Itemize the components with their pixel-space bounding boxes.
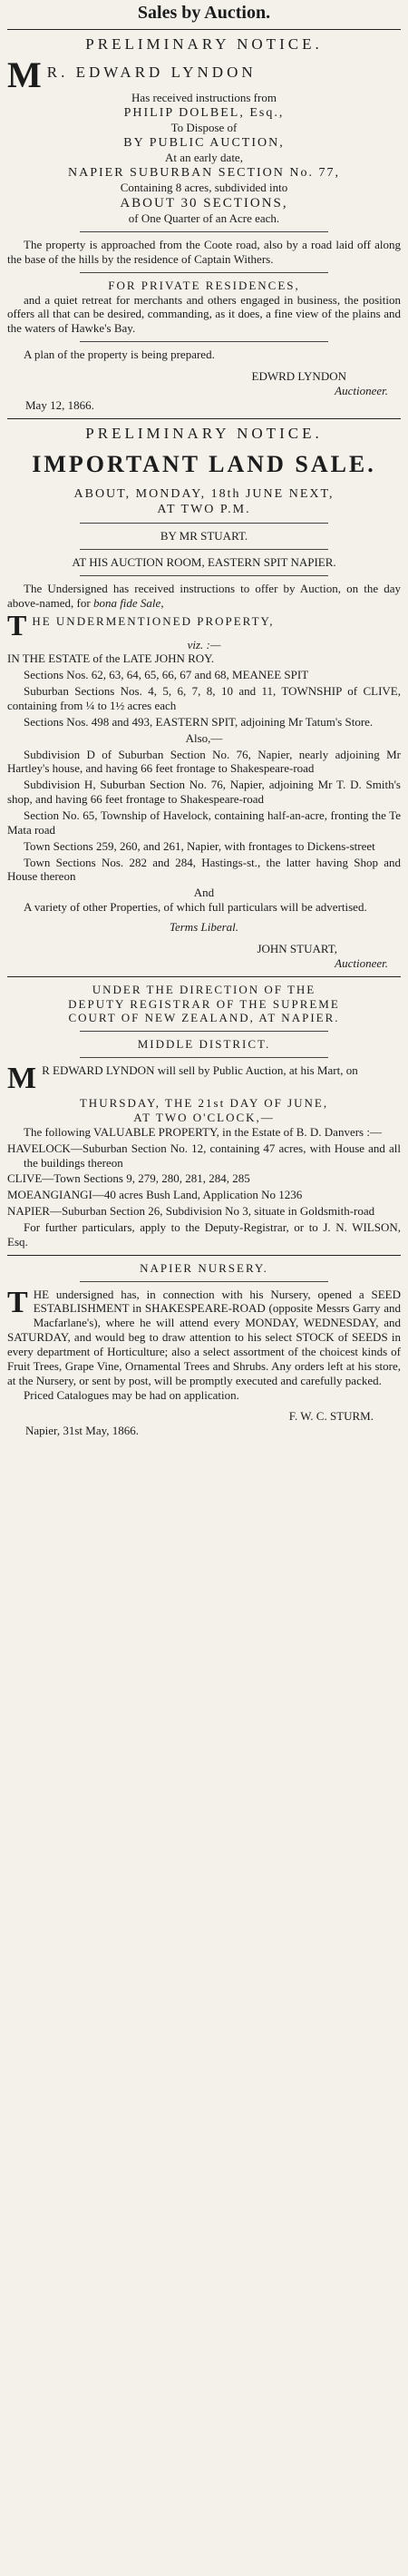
ad-heading: NAPIER NURSERY. <box>140 1260 268 1275</box>
paragraph: For further particulars, apply to the Deputy-Registrar, or to J. N. WILSON, Esq. <box>7 1219 401 1249</box>
list-item: Sections Nos. 498 and 493, EASTERN SPIT, adjoining Mr Tatum's Store. <box>24 714 374 729</box>
list-item: Town Sections Nos. 282 and 284, Hastings-st., the latter having Shop and House thereon <box>7 855 401 884</box>
drop-cap: M <box>7 1063 37 1093</box>
list-item: Section No. 65, Township of Havelock, containing half-an-acre, fronting the Te Mata road <box>7 808 401 837</box>
ad-deputy-registrar <box>7 983 401 1249</box>
ad-title: IMPORTANT LAND SALE. <box>32 451 376 478</box>
sections-count: ABOUT 30 SECTIONS, <box>120 195 288 211</box>
divider <box>80 1281 328 1282</box>
text-line: of One Quarter of an Acre each. <box>128 211 280 226</box>
signer-role: Auctioneer. <box>335 383 388 397</box>
list-item: HAVELOCK—Suburban Section No. 12, containing 47 acres, with House and all the buildings thereon <box>7 1141 401 1170</box>
divider <box>7 1255 401 1256</box>
ad-lyndon-dolbel <box>7 35 401 412</box>
also-label: Also,— <box>185 730 223 745</box>
list-item: Subdivision H, Suburban Section No. 76, Napier, adjoining Mr T. D. Smith's shop, and having 66 feet frontage to Shakespeare-road <box>7 778 401 807</box>
bona-fide: bona fide Sale, <box>92 595 164 610</box>
list-item: Suburban Sections Nos. 4, 5, 6, 7, 8, 10 and 11, TOWNSHIP of CLIVE, containing from ¼ to 1½ acres each <box>7 684 401 713</box>
paragraph: HE undersigned has, in connection with his Nursery, opened a SEED ESTABLISHMENT in SHAKESPEARE-ROAD (opposite Messrs Garry and Macfarlane's), where he will attend every MONDAY, WEDNESDAY, and SATURDAY, and would beg to draw attention to his select STOCK of SEEDS in every department of Horticulture; also a select assortment of the choicest kinds of Fruit Trees, Grape Vine, Ornamental Trees and Shrubs. Any orders left at his store, at the Nursery, or sent by post, will be promptly executed and carefully packed. <box>7 1287 401 1387</box>
drop-cap: M <box>7 58 42 92</box>
ad-napier-nursery <box>7 1261 401 1438</box>
estate-heading: IN THE ESTATE of the LATE JOHN ROY. <box>7 651 215 666</box>
text-line: Has received instructions from <box>131 91 277 105</box>
client-name: PHILIP DOLBEL, Esq., <box>123 105 285 120</box>
divider <box>80 1057 328 1058</box>
divider <box>7 418 401 419</box>
section-name: NAPIER SUBURBAN SECTION No. 77, <box>67 165 341 180</box>
paragraph: The property is approached from the Coote road, also by a road laid off along the base of the hills by the residence of Captain Withers. <box>7 237 401 266</box>
property-heading: HE UNDERMENTIONED PROPERTY, <box>32 613 275 628</box>
subheading: FOR PRIVATE RESIDENCES, <box>108 278 300 292</box>
divider <box>80 272 328 273</box>
signer: EDWRD LYNDON <box>251 368 346 383</box>
ad-heading: PRELIMINARY NOTICE. <box>85 424 323 442</box>
intro-text: The Undersigned has received instructions to offer by Auction, on the day above-named, for <box>7 581 401 610</box>
sale-date: THURSDAY, THE 21st DAY OF JUNE, <box>79 1096 329 1111</box>
auctioneer-name: R. EDWARD LYNDON <box>46 64 257 82</box>
sale-time: AT TWO P.M. <box>157 503 251 517</box>
sale-date: At an early date, <box>165 151 243 164</box>
list-item: CLIVE—Town Sections 9, 279, 280, 281, 284, 285 <box>7 1171 250 1186</box>
ad-stuart-land-sale <box>7 425 401 971</box>
list-item: Subdivision D of Suburban Section No. 76, Napier, nearly adjoining Mr Hartley's house, and having 66 feet frontage to Shakespeare-road <box>7 747 401 776</box>
divider <box>80 1031 328 1032</box>
terms: Terms Liberal. <box>169 920 239 935</box>
heading-line: DEPUTY REGISTRAR OF THE SUPREME <box>68 996 340 1011</box>
list-item: MOEANGIANGI—40 acres Bush Land, Application No 1236 <box>7 1188 303 1202</box>
sale-method: BY PUBLIC AUCTION, <box>123 135 285 150</box>
signer: F. W. C. STURM. <box>288 1409 374 1424</box>
ad-heading: PRELIMINARY NOTICE. <box>85 35 323 54</box>
viz: viz. :— <box>187 637 221 651</box>
divider <box>7 976 401 977</box>
sale-date: ABOUT, MONDAY, 18th JUNE NEXT, <box>73 487 335 501</box>
drop-cap: T <box>7 1287 28 1319</box>
list-item: Sections Nos. 62, 63, 64, 65, 66, 67 and 68, MEANEE SPIT <box>24 668 309 682</box>
text-line: Containing 8 acres, subdivided into <box>120 180 288 194</box>
district: MIDDLE DISTRICT. <box>137 1037 271 1052</box>
text-line: To Dispose of <box>170 121 238 135</box>
sale-time: AT TWO O'CLOCK,— <box>133 1110 275 1124</box>
paragraph: Priced Catalogues may be had on application. <box>24 1387 239 1402</box>
signer-role: Auctioneer. <box>335 955 388 970</box>
and-label: And <box>193 886 215 900</box>
paragraph: The following VALUABLE PROPERTY, in the Estate of B. D. Danvers :— <box>24 1124 382 1139</box>
list-item: NAPIER—Suburban Section 26, Subdivision No 3, situate in Goldsmith-road <box>7 1204 375 1219</box>
date-line: Napier, 31st May, 1866. <box>25 1424 140 1438</box>
divider <box>80 575 328 576</box>
divider <box>80 341 328 342</box>
list-item: Town Sections 259, 260, and 261, Napier, with frontages to Dickens-street <box>24 838 375 853</box>
drop-cap: T <box>7 610 27 638</box>
intro-text: R EDWARD LYNDON will sell by Public Auction, at his Mart, on <box>42 1063 358 1078</box>
divider <box>80 549 328 550</box>
paragraph: A plan of the property is being prepared. <box>24 348 215 362</box>
section-header: Sales by Auction. <box>137 3 271 23</box>
heading-line: UNDER THE DIRECTION OF THE <box>92 982 316 996</box>
divider <box>7 29 401 30</box>
heading-line: COURT OF NEW ZEALAND, AT NAPIER. <box>68 1011 340 1025</box>
divider <box>80 231 328 232</box>
paragraph: A variety of other Properties, of which full particulars will be advertised. <box>24 900 367 915</box>
paragraph: and a quiet retreat for merchants and others engaged in business, the position offers all that can be desired, commanding, as it does, a fine view of the plains and the waters of Hawke's Bay. <box>7 292 401 336</box>
signer: JOHN STUART, <box>257 941 337 955</box>
auctioneer: BY MR STUART. <box>160 529 248 544</box>
paragraph <box>7 582 401 611</box>
divider <box>80 523 328 524</box>
date-line: May 12, 1866. <box>25 397 94 412</box>
location: AT HIS AUCTION ROOM, EASTERN SPIT NAPIER. <box>72 555 336 570</box>
